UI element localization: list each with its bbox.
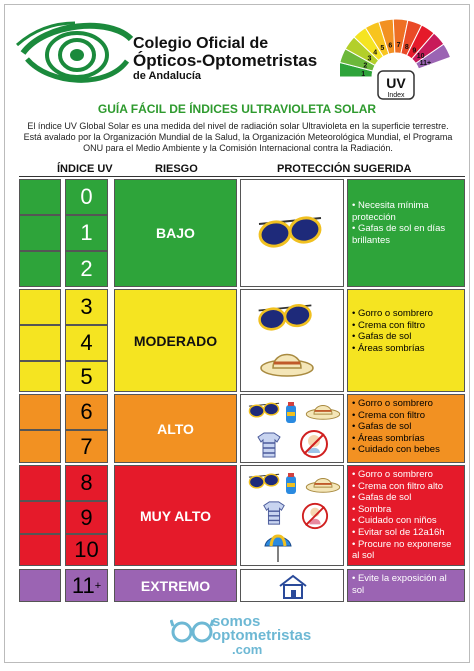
swatch-green-1 [19, 179, 61, 215]
tshirt-icon [261, 500, 287, 526]
advice-list-very-high [352, 469, 461, 562]
uv-number-0: 0 [65, 179, 108, 215]
protection-icons-moderate [240, 289, 344, 392]
footer-line1: somos [212, 613, 261, 630]
sunglasses-icon [247, 470, 281, 494]
hat-icon [305, 397, 341, 421]
uv-number-11 [65, 569, 108, 602]
sunscreen-icon [279, 401, 303, 425]
advice-very-high [347, 465, 465, 566]
advice-list-high [352, 398, 461, 456]
umbrella-icon [263, 532, 293, 564]
uv-number-8: 8 [65, 465, 108, 501]
protection-icons-very-high [240, 465, 344, 566]
uv-number-4: 4 [65, 325, 108, 361]
header-protection: PROTECCIÓN SUGERIDA [277, 163, 412, 175]
advice-item: • Crema con filtro [352, 410, 461, 422]
swatch-red-2 [19, 501, 61, 534]
uv-guide-page [4, 4, 470, 663]
uv-number-1: 1 [65, 215, 108, 251]
risk-low: BAJO [114, 179, 237, 287]
gauge-digit: 4 [373, 49, 378, 57]
advice-item: • Gafas de sol en días brillantes [352, 223, 461, 246]
advice-item: • Crema con filtro [352, 320, 461, 332]
gauge-digit: 10 [416, 52, 425, 60]
gauge-digit: 11+ [419, 59, 432, 67]
org-line3: de Andalucía [133, 70, 202, 82]
swatch-purple-1 [19, 569, 61, 602]
child-icon [301, 502, 329, 530]
uv-number-11-value: 11 [71, 572, 95, 598]
swatch-green-3 [19, 251, 61, 287]
gauge-digit: 1 [361, 70, 366, 78]
swatch-red-3 [19, 534, 61, 566]
header-risk: RIESGO [155, 163, 198, 175]
uv-number-9: 9 [65, 501, 108, 534]
advice-item: • Áreas sombrías [352, 433, 461, 445]
swatch-orange-2 [19, 430, 61, 463]
tshirt-icon [255, 431, 283, 459]
swatch-yellow-1 [19, 289, 61, 325]
advice-extreme [347, 569, 465, 602]
uv-number-7: 7 [65, 430, 108, 463]
protection-icons-high [240, 394, 344, 463]
advice-list-extreme [352, 573, 461, 596]
uv-number-5: 5 [65, 361, 108, 392]
advice-item: • Evite la exposición al sol [352, 573, 461, 596]
advice-item: • Gafas de sol [352, 331, 461, 343]
risk-high: ALTO [114, 394, 237, 463]
swatch-red-1 [19, 465, 61, 501]
gauge-digit: 5 [380, 44, 385, 52]
risk-very-high: MUY ALTO [114, 465, 237, 566]
advice-item: • Evitar sol de 12a16h [352, 527, 461, 539]
uv-number-2: 2 [65, 251, 108, 287]
uv-number-3: 3 [65, 289, 108, 325]
footer-line3: .com [232, 642, 263, 657]
protection-icons-extreme [240, 569, 344, 602]
eye-logo [15, 15, 135, 95]
uv-index-gauge [340, 15, 460, 103]
advice-item: • Gafas de sol [352, 421, 461, 433]
advice-moderate [347, 289, 465, 392]
advice-high [347, 394, 465, 463]
org-line1: Colegio Oficial de [133, 35, 269, 52]
gauge-digit: 2 [363, 62, 368, 70]
sunglasses-icon [255, 302, 315, 336]
sunglasses-icon [255, 214, 325, 254]
advice-item: • Gafas de sol [352, 492, 461, 504]
uv-number-6: 6 [65, 394, 108, 430]
advice-item: • Cuidado con niños [352, 515, 461, 527]
gauge-sublabel: Index [387, 92, 405, 99]
gauge-digit: 8 [404, 43, 409, 51]
advice-item: • Gorro o sombrero [352, 308, 461, 320]
organization-name [133, 35, 317, 82]
advice-item: • Sombra [352, 504, 461, 516]
advice-item: • Crema con filtro alto [352, 481, 461, 493]
advice-list-low [352, 200, 461, 246]
advice-list-moderate [352, 308, 461, 354]
gauge-digit: 6 [388, 42, 393, 50]
advice-item: • Necesita mínima protección [352, 200, 461, 223]
risk-moderate: MODERADO [114, 289, 237, 392]
protection-icons-low [240, 179, 344, 287]
advice-item: • Cuidado con bebes [352, 444, 461, 456]
footer-line2: optometristas [212, 627, 312, 644]
hat-icon [259, 342, 315, 378]
hat-icon [305, 470, 341, 494]
house-icon [277, 573, 309, 600]
gauge-digit: 7 [396, 42, 401, 50]
uv-number-11-plus: + [94, 579, 102, 592]
sunscreen-icon [279, 472, 303, 496]
org-line2: Ópticos-Optometristas [133, 51, 318, 70]
gauge-digit: 9 [412, 47, 417, 55]
page-title: GUÍA FÁCIL DE ÍNDICES ULTRAVIOLETA SOLAR [97, 102, 377, 116]
advice-item: • Gorro o sombrero [352, 469, 461, 481]
baby-icon [299, 429, 329, 459]
gauge-label: UV [386, 75, 406, 91]
advice-item: • Procure no exponerse al sol [352, 539, 461, 562]
advice-item: • Áreas sombrías [352, 343, 461, 355]
intro-text: El índice UV Global Solar es una medida del nivel de radiación solar Ultravioleta en la superficie terrestre. Está avalado por la Organización Mundial de la Salud, la Organización Meteorológica Mundial, el Programa ONU para el Medio Ambiente y la Comisión Internacional contra la Radiación. [23, 121, 453, 153]
swatch-green-2 [19, 215, 61, 251]
swatch-yellow-2 [19, 325, 61, 361]
footer-logo [170, 608, 340, 656]
advice-item: • Gorro o sombrero [352, 398, 461, 410]
header-divider [19, 176, 465, 177]
swatch-yellow-3 [19, 361, 61, 392]
advice-low [347, 179, 465, 287]
gauge-digit: 3 [367, 55, 372, 63]
risk-extreme: EXTREMO [114, 569, 237, 602]
header-uv-index: ÍNDICE UV [57, 163, 113, 175]
uv-number-10: 10 [65, 534, 108, 566]
glasses-logo-icon [170, 612, 214, 652]
swatch-orange-1 [19, 394, 61, 430]
sunglasses-icon [247, 399, 281, 423]
